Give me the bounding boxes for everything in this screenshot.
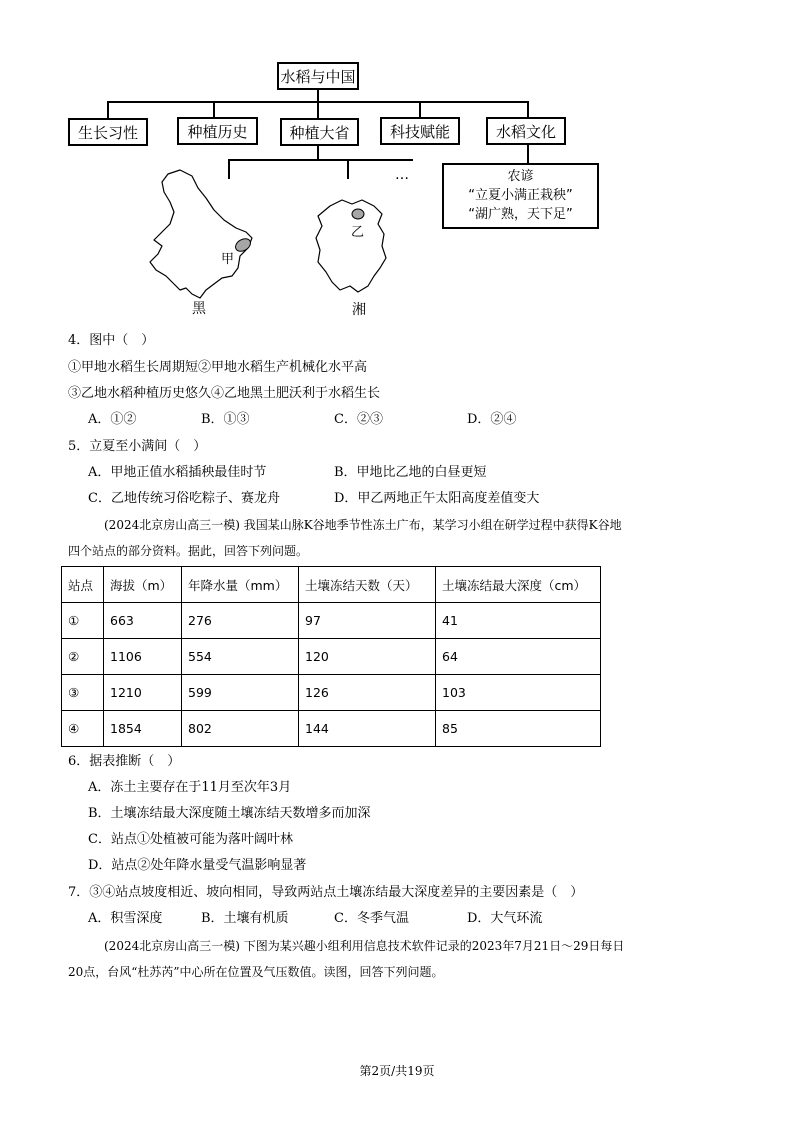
q7-option-c: C．冬季气温	[334, 911, 409, 926]
table-row	[62, 711, 601, 747]
q4-option-b: B．①③	[201, 412, 250, 427]
proverb-line: “立夏小满正栽秧”	[468, 188, 573, 203]
table-header-cell: 土壤冻结最大深度（cm）	[436, 567, 601, 603]
table-cell: 64	[436, 639, 601, 675]
table-cell: 97	[299, 603, 436, 639]
q5-option-a: A．甲地正值水稻插秧最佳时节	[88, 465, 267, 480]
diagram-branch-box	[68, 118, 148, 146]
q5-option-c: C．乙地传统习俗吃粽子、赛龙舟	[88, 491, 280, 506]
q4-line: ①甲地水稻生长周期短②甲地水稻生产机械化水平高	[68, 360, 368, 375]
table-row	[62, 603, 601, 639]
table-row	[62, 639, 601, 675]
diagram-branch-box	[380, 117, 460, 145]
hunan-map	[312, 196, 394, 296]
diagram-branch-label: 水稻文化	[495, 122, 556, 141]
connector	[317, 146, 319, 160]
table-header-row	[62, 567, 601, 603]
map-marker-yi: 乙	[351, 225, 365, 240]
region-yi-marker	[352, 209, 364, 219]
table-cell: 1210	[104, 675, 182, 711]
table-cell: ②	[62, 639, 104, 675]
connector	[107, 101, 109, 118]
table-header-cell: 海拔（m）	[104, 567, 182, 603]
diagram-root-label: 水稻与中国	[280, 67, 356, 86]
q7-option-b: B．土壤有机质	[201, 911, 289, 926]
q4-option-c: C．②③	[334, 412, 383, 427]
q7-stem: 7．③④站点坡度相近、坡向相同，导致两站点土壤冻结最大深度差异的主要因素是（ ）	[68, 885, 584, 900]
intro-paragraph: 20点，台风“杜苏芮”中心所在位置及气压数值。读图，回答下列问题。	[68, 965, 444, 979]
connector	[419, 101, 421, 118]
intro-paragraph: 四个站点的部分资料。据此，回答下列问题。	[68, 544, 309, 558]
table-cell: 1854	[104, 711, 182, 747]
diagram-root-box	[277, 62, 359, 90]
table-cell: 663	[104, 603, 182, 639]
table-cell: 85	[436, 711, 601, 747]
q6-stem: 6．据表推断（ ）	[68, 754, 181, 769]
map-marker-jia: 甲	[221, 252, 235, 267]
diagram-branch-label: 种植历史	[187, 122, 248, 141]
diagram-branch-label: 生长习性	[77, 123, 138, 142]
connector	[213, 101, 215, 118]
table-header-cell: 土壤冻结天数（天）	[299, 567, 436, 603]
q7-option-d: D．大气环流	[467, 911, 543, 926]
table-cell: ③	[62, 675, 104, 711]
table-cell: 554	[182, 639, 299, 675]
q5-stem: 5．立夏至小满间（ ）	[68, 439, 207, 454]
page-number: 第2页/共19页	[359, 1064, 435, 1078]
map-label-hei: 黑	[192, 301, 206, 317]
diagram-branch-label: 种植大省	[289, 123, 350, 142]
proverb-box	[442, 163, 599, 229]
q4-line: ③乙地水稻种植历史悠久④乙地黑土肥沃利于水稻生长	[68, 386, 381, 401]
intro-paragraph: (2024北京房山高三一模) 下图为某兴趣小组利用信息技术软件记录的2023年7月21日～29日每日	[104, 939, 625, 953]
table-cell: 41	[436, 603, 601, 639]
connector	[317, 101, 319, 118]
q5-option-b: B．甲地比乙地的白昼更短	[334, 465, 487, 480]
diagram-branch-box	[486, 117, 566, 145]
q4-option-d: D．②④	[467, 412, 517, 427]
diagram-branch-box	[177, 117, 258, 145]
diagram-ellipsis: …	[395, 167, 409, 183]
table-cell: 276	[182, 603, 299, 639]
q7-option-a: A．积雪深度	[88, 911, 163, 926]
table-header-cell: 站点	[62, 567, 104, 603]
table-cell: 120	[299, 639, 436, 675]
connector	[228, 159, 413, 161]
diagram-branch-label: 科技赋能	[389, 122, 450, 141]
station-table	[61, 566, 601, 747]
connector	[527, 145, 529, 164]
q4-option-a: A．①②	[88, 412, 137, 427]
table-cell: 103	[436, 675, 601, 711]
proverb-title: 农谚	[507, 169, 534, 184]
q6-option-b: B．土壤冻结最大深度随土壤冻结天数增多而加深	[88, 806, 371, 821]
intro-paragraph: (2024北京房山高三一模) 我国某山脉K谷地季节性冻土广布，某学习小组在研学过程中获得K谷地	[104, 518, 622, 532]
map-label-xiang: 湘	[352, 302, 366, 318]
proverb-line: “湖广熟，天下足”	[468, 207, 573, 222]
heilongjiang-map	[140, 166, 270, 302]
connector	[527, 101, 529, 118]
table-row	[62, 675, 601, 711]
table-cell: ①	[62, 603, 104, 639]
table-cell: 1106	[104, 639, 182, 675]
q6-option-c: C．站点①处植被可能为落叶阔叶林	[88, 832, 293, 847]
table-cell: ④	[62, 711, 104, 747]
table-cell: 144	[299, 711, 436, 747]
table-cell: 802	[182, 711, 299, 747]
q5-option-d: D．甲乙两地正午太阳高度差值变大	[334, 491, 540, 506]
table-cell: 126	[299, 675, 436, 711]
table-header-cell: 年降水量（mm）	[182, 567, 299, 603]
table-cell: 599	[182, 675, 299, 711]
q4-stem: 4．图中（ ）	[68, 333, 155, 348]
q6-option-d: D．站点②处年降水量受气温影响显著	[88, 858, 307, 873]
connector	[347, 159, 349, 179]
q6-option-a: A．冻土主要存在于11月至次年3月	[88, 780, 292, 795]
diagram-branch-box	[280, 118, 359, 146]
